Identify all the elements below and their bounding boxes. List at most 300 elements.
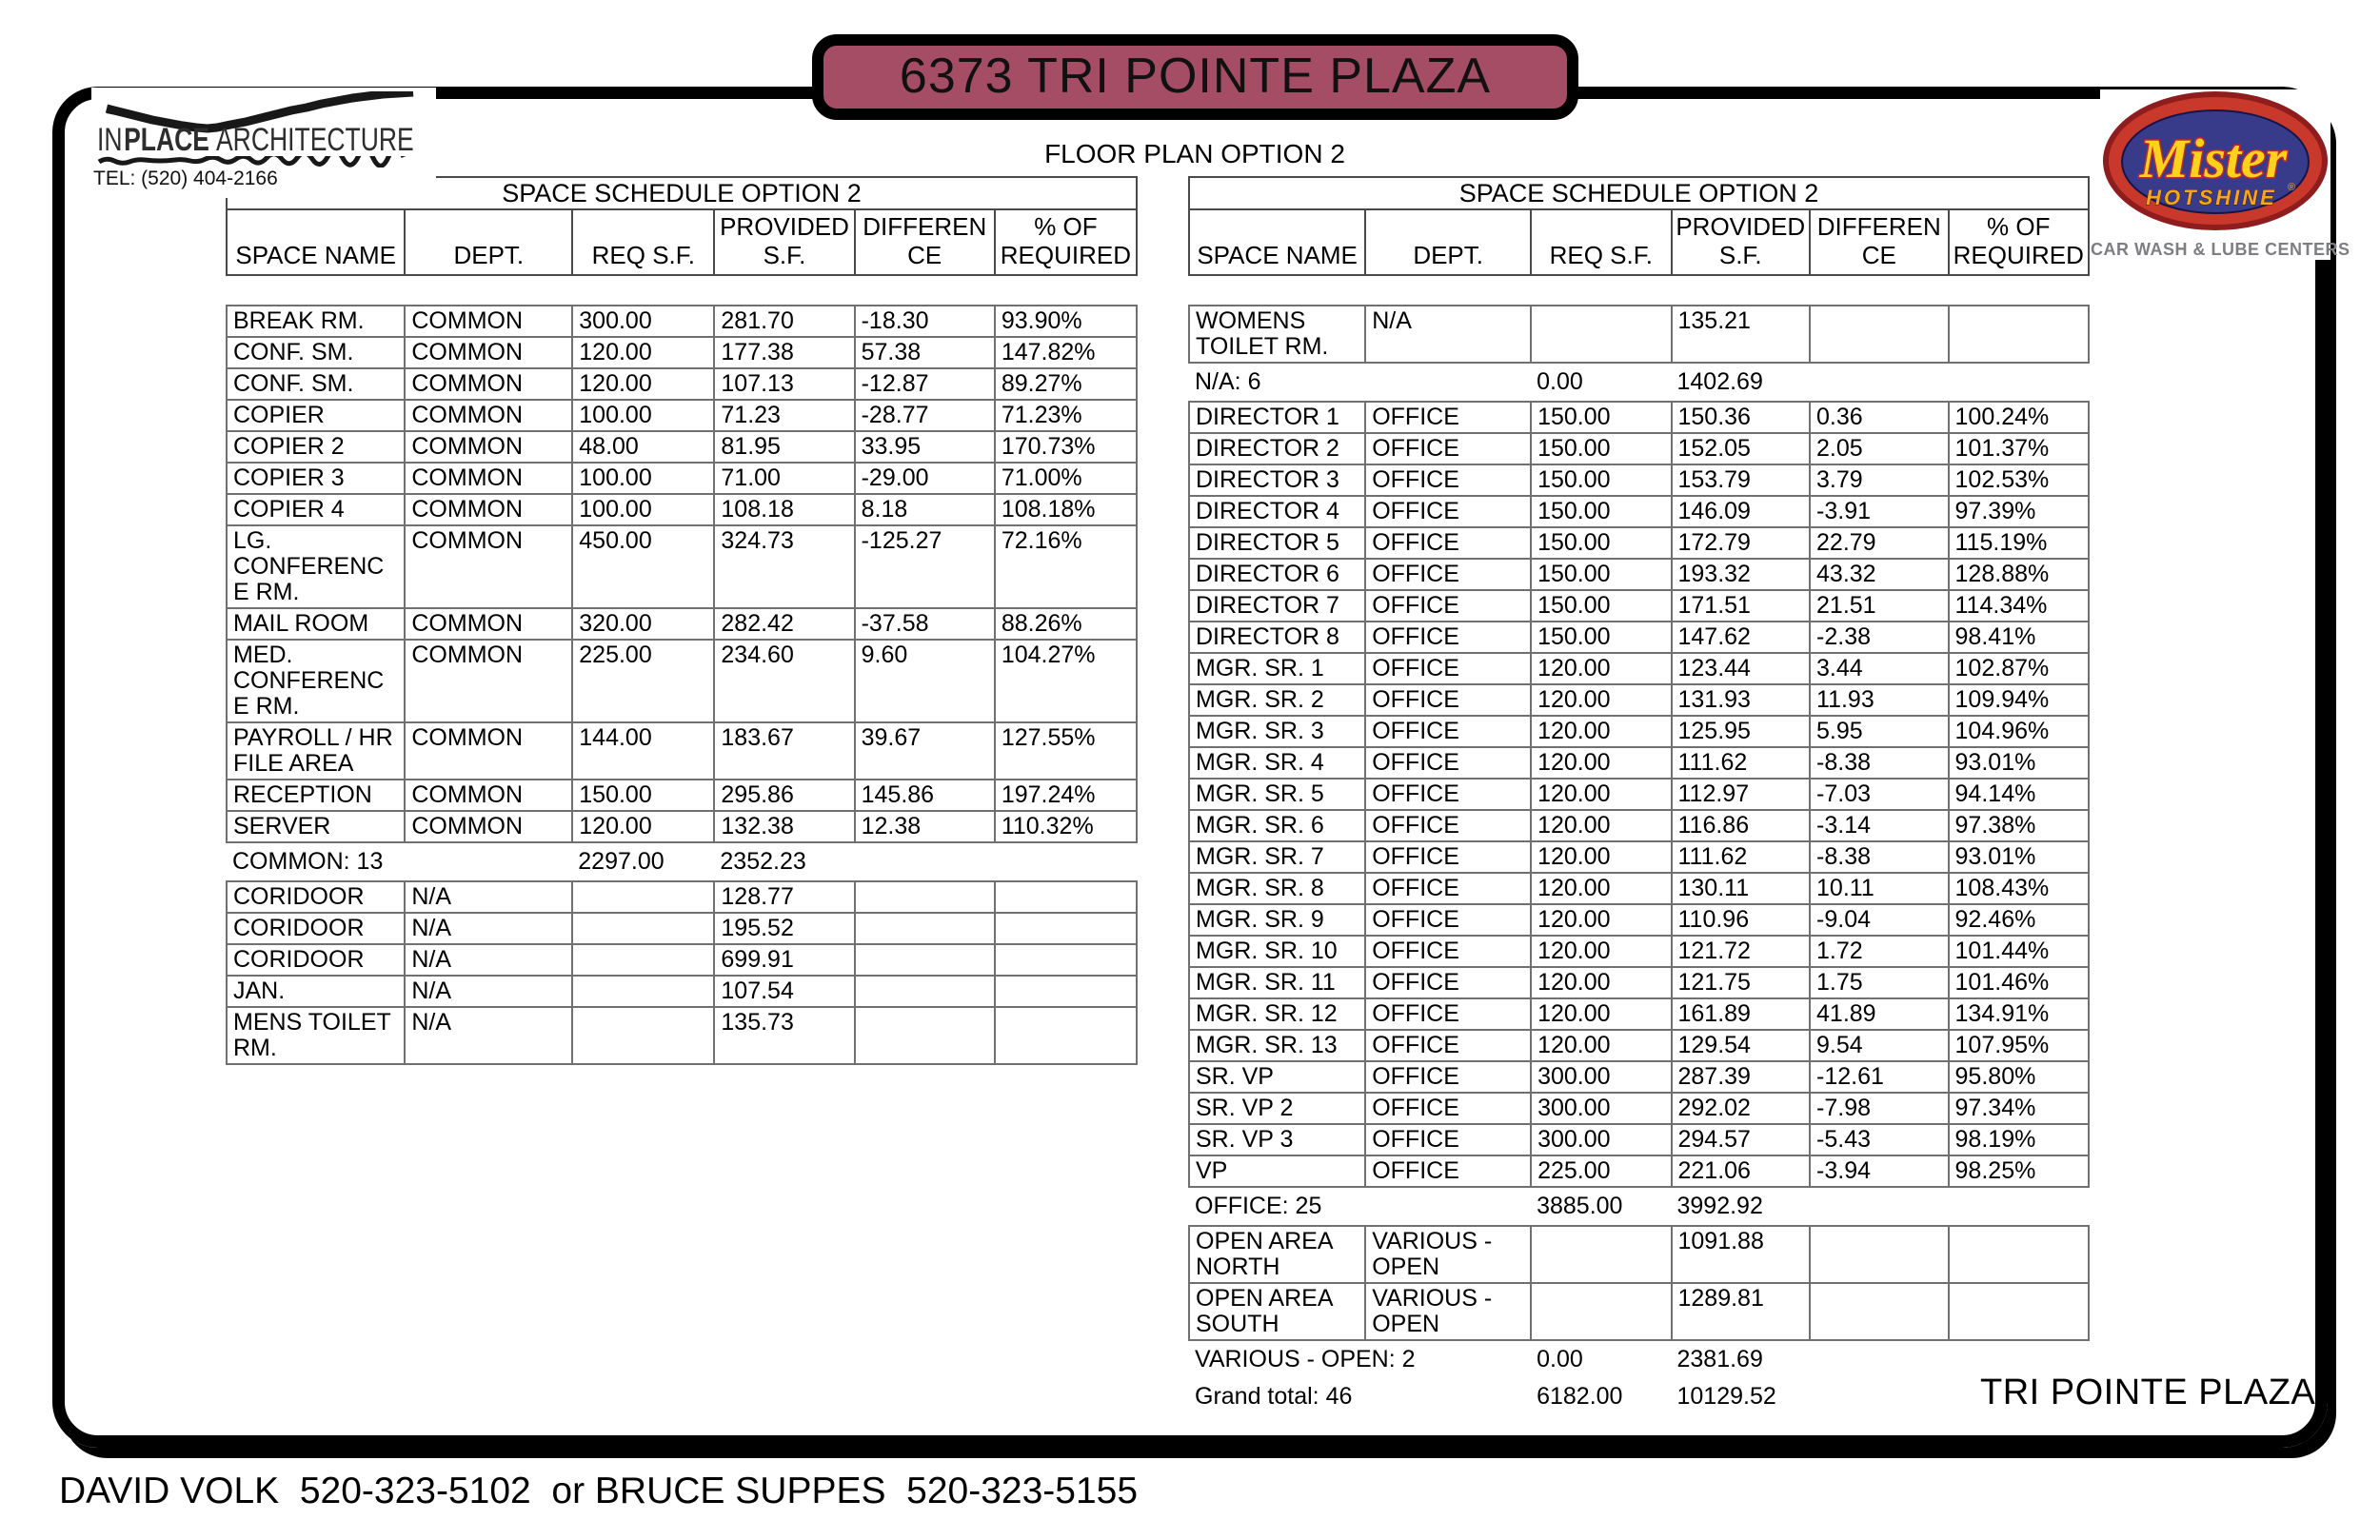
value-cell: 150.00: [1531, 464, 1671, 496]
value-cell: 3.79: [1810, 464, 1949, 496]
value-cell: N/A: [405, 1007, 572, 1064]
value-cell: 22.79: [1810, 527, 1949, 559]
value-cell: 33.95: [855, 431, 995, 463]
value-cell: 21.51: [1810, 590, 1949, 622]
column-header: DIFFERENCE: [855, 209, 995, 275]
value-cell: 97.34%: [1949, 1093, 2089, 1124]
value-cell: 41.89: [1810, 998, 1949, 1030]
space-name-cell: DIRECTOR 3: [1189, 464, 1365, 496]
value-cell: 134.91%: [1949, 998, 2089, 1030]
space-name-cell: SR. VP 2: [1189, 1093, 1365, 1124]
value-cell: 699.91: [714, 944, 854, 976]
value-cell: 234.60: [714, 640, 854, 722]
value-cell: 287.39: [1672, 1061, 1811, 1093]
subtotal-req-value: 2297.00: [578, 848, 664, 875]
value-cell: 135.73: [714, 1007, 854, 1064]
value-cell: 145.86: [855, 780, 995, 811]
value-cell: COMMON: [405, 780, 572, 811]
column-header: DIFFERENCE: [1810, 209, 1949, 275]
value-cell: OFFICE: [1365, 716, 1531, 747]
value-cell: 221.06: [1672, 1155, 1811, 1187]
column-header: % OF REQUIRED: [1949, 209, 2089, 275]
value-cell: -9.04: [1810, 904, 1949, 936]
value-cell: 150.00: [1531, 527, 1671, 559]
value-cell: 112.97: [1672, 779, 1811, 810]
value-cell: 111.62: [1672, 747, 1811, 779]
header-gap: [227, 275, 1137, 306]
contact-line: DAVID VOLK 520-323-5102 or BRUCE SUPPES 520-323-5155: [59, 1471, 1139, 1511]
space-name-cell: DIRECTOR 4: [1189, 496, 1365, 527]
value-cell: -3.94: [1810, 1155, 1949, 1187]
value-cell: OFFICE: [1365, 622, 1531, 653]
value-cell: OFFICE: [1365, 464, 1531, 496]
value-cell: 121.72: [1672, 936, 1811, 967]
value-cell: 95.80%: [1949, 1061, 2089, 1093]
space-name-cell: PAYROLL / HR FILE AREA: [227, 722, 405, 780]
value-cell: [572, 881, 714, 913]
architect-name-place: PLACE: [124, 122, 209, 158]
space-schedule-table-right: [1188, 176, 2090, 1415]
value-cell: OFFICE: [1365, 967, 1531, 998]
value-cell: OFFICE: [1365, 747, 1531, 779]
value-cell: [855, 1007, 995, 1064]
value-cell: 1289.81: [1672, 1283, 1811, 1340]
value-cell: 10.11: [1810, 873, 1949, 904]
value-cell: 120.00: [1531, 810, 1671, 841]
space-name-cell: DIRECTOR 2: [1189, 433, 1365, 464]
column-header: SPACE NAME: [1189, 209, 1365, 275]
value-cell: COMMON: [405, 811, 572, 842]
architect-name: [97, 122, 414, 159]
value-cell: COMMON: [405, 722, 572, 780]
value-cell: COMMON: [405, 608, 572, 640]
value-cell: 92.46%: [1949, 904, 2089, 936]
value-cell: 104.96%: [1949, 716, 2089, 747]
value-cell: 120.00: [572, 811, 714, 842]
value-cell: 150.00: [1531, 402, 1671, 433]
value-cell: 81.95: [714, 431, 854, 463]
header-gap: [1189, 275, 2089, 306]
value-cell: 1.72: [1810, 936, 1949, 967]
value-cell: 48.00: [572, 431, 714, 463]
value-cell: 120.00: [1531, 967, 1671, 998]
value-cell: 225.00: [1531, 1155, 1671, 1187]
value-cell: [1531, 1226, 1671, 1283]
value-cell: 116.86: [1672, 810, 1811, 841]
mister-hotshine-oval-icon: [2101, 89, 2330, 232]
value-cell: N/A: [405, 976, 572, 1007]
space-name-cell: MGR. SR. 7: [1189, 841, 1365, 873]
subtotal-label: N/A: 6: [1195, 368, 1261, 395]
value-cell: [572, 976, 714, 1007]
value-cell: 98.19%: [1949, 1124, 2089, 1155]
value-cell: [995, 944, 1137, 976]
value-cell: [572, 913, 714, 944]
space-name-cell: SERVER: [227, 811, 405, 842]
value-cell: 172.79: [1672, 527, 1811, 559]
value-cell: OFFICE: [1365, 873, 1531, 904]
space-name-cell: CORIDOOR: [227, 913, 405, 944]
subtotal-empty: [1949, 1187, 2089, 1226]
value-cell: 300.00: [572, 306, 714, 337]
value-cell: 11.93: [1810, 684, 1949, 716]
value-cell: -5.43: [1810, 1124, 1949, 1155]
value-cell: [572, 1007, 714, 1064]
subtotal-empty: [1810, 1340, 1949, 1378]
space-name-cell: BREAK RM.: [227, 306, 405, 337]
value-cell: OFFICE: [1365, 936, 1531, 967]
space-name-cell: COPIER 2: [227, 431, 405, 463]
value-cell: 109.94%: [1949, 684, 2089, 716]
value-cell: -28.77: [855, 400, 995, 431]
value-cell: 57.38: [855, 337, 995, 368]
space-name-cell: WOMENS TOILET RM.: [1189, 306, 1365, 363]
value-cell: 120.00: [1531, 779, 1671, 810]
subtotal-empty: [1949, 363, 2089, 402]
value-cell: 150.00: [572, 780, 714, 811]
value-cell: 170.73%: [995, 431, 1137, 463]
column-header: PROVIDED S.F.: [714, 209, 854, 275]
mister-hotshine-logo: [2091, 89, 2350, 260]
subtotal-empty: [1810, 363, 1949, 402]
value-cell: 130.11: [1672, 873, 1811, 904]
value-cell: 450.00: [572, 525, 714, 608]
value-cell: COMMON: [405, 400, 572, 431]
value-cell: OFFICE: [1365, 1124, 1531, 1155]
schedule-table: [226, 176, 1138, 1065]
value-cell: 114.34%: [1949, 590, 2089, 622]
space-name-cell: MGR. SR. 3: [1189, 716, 1365, 747]
space-name-cell: MED. CONFERENCE RM.: [227, 640, 405, 722]
value-cell: COMMON: [405, 306, 572, 337]
value-cell: 281.70: [714, 306, 854, 337]
value-cell: 120.00: [572, 337, 714, 368]
value-cell: OFFICE: [1365, 559, 1531, 590]
subtotal-provided-value: 2381.69: [1676, 1346, 1763, 1372]
subtotal-empty: [1810, 1378, 1949, 1415]
value-cell: 100.24%: [1949, 402, 2089, 433]
value-cell: 294.57: [1672, 1124, 1811, 1155]
value-cell: -3.91: [1810, 496, 1949, 527]
space-name-cell: MENS TOILET RM.: [227, 1007, 405, 1064]
space-schedule-table-left: [226, 176, 1138, 1065]
brand-tagline: CAR WASH & LUBE CENTERS: [2091, 240, 2350, 259]
title-banner: [812, 34, 1578, 120]
space-name-cell: MGR. SR. 5: [1189, 779, 1365, 810]
brand-name: Mister: [2139, 128, 2288, 189]
value-cell: 8.18: [855, 494, 995, 525]
value-cell: 300.00: [1531, 1061, 1671, 1093]
page-title: 6373 TRI POINTE PLAZA: [899, 49, 1492, 104]
column-header: PROVIDED S.F.: [1672, 209, 1811, 275]
value-cell: COMMON: [405, 640, 572, 722]
value-cell: 107.13: [714, 368, 854, 400]
value-cell: 71.00: [714, 463, 854, 494]
value-cell: 2.05: [1810, 433, 1949, 464]
value-cell: 171.51: [1672, 590, 1811, 622]
value-cell: COMMON: [405, 337, 572, 368]
subtotal-req-value: 0.00: [1537, 1346, 1583, 1372]
value-cell: 120.00: [1531, 653, 1671, 684]
value-cell: 89.27%: [995, 368, 1137, 400]
value-cell: [995, 881, 1137, 913]
schedule-table: [1188, 176, 2090, 1415]
value-cell: 177.38: [714, 337, 854, 368]
value-cell: 153.79: [1672, 464, 1811, 496]
value-cell: 9.54: [1810, 1030, 1949, 1061]
value-cell: [995, 976, 1137, 1007]
space-name-cell: MGR. SR. 1: [1189, 653, 1365, 684]
space-name-cell: MGR. SR. 6: [1189, 810, 1365, 841]
value-cell: 120.00: [1531, 998, 1671, 1030]
space-name-cell: MGR. SR. 9: [1189, 904, 1365, 936]
value-cell: 101.37%: [1949, 433, 2089, 464]
value-cell: OFFICE: [1365, 653, 1531, 684]
value-cell: 152.05: [1672, 433, 1811, 464]
value-cell: 320.00: [572, 608, 714, 640]
value-cell: OFFICE: [1365, 496, 1531, 527]
space-name-cell: DIRECTOR 6: [1189, 559, 1365, 590]
value-cell: 147.62: [1672, 622, 1811, 653]
value-cell: [572, 944, 714, 976]
value-cell: 104.27%: [995, 640, 1137, 722]
value-cell: 150.00: [1531, 496, 1671, 527]
value-cell: -18.30: [855, 306, 995, 337]
space-name-cell: MGR. SR. 8: [1189, 873, 1365, 904]
value-cell: 98.25%: [1949, 1155, 2089, 1187]
value-cell: [1810, 1226, 1949, 1283]
value-cell: -8.38: [1810, 747, 1949, 779]
value-cell: [1531, 1283, 1671, 1340]
value-cell: 94.14%: [1949, 779, 2089, 810]
subtotal-empty: [855, 842, 995, 881]
value-cell: COMMON: [405, 463, 572, 494]
table-title: SPACE SCHEDULE OPTION 2: [227, 177, 1137, 209]
value-cell: 128.77: [714, 881, 854, 913]
value-cell: 110.96: [1672, 904, 1811, 936]
value-cell: [1810, 1283, 1949, 1340]
value-cell: 93.01%: [1949, 841, 2089, 873]
value-cell: 1.75: [1810, 967, 1949, 998]
column-header: DEPT.: [1365, 209, 1531, 275]
value-cell: OFFICE: [1365, 1093, 1531, 1124]
subtotal-req-value: 3885.00: [1537, 1193, 1623, 1219]
value-cell: 108.18: [714, 494, 854, 525]
value-cell: 97.39%: [1949, 496, 2089, 527]
value-cell: 93.90%: [995, 306, 1137, 337]
subtotal-req-value: 6182.00: [1537, 1383, 1623, 1410]
value-cell: OFFICE: [1365, 998, 1531, 1030]
value-cell: 144.00: [572, 722, 714, 780]
value-cell: VARIOUS - OPEN: [1365, 1226, 1531, 1283]
value-cell: OFFICE: [1365, 402, 1531, 433]
value-cell: 161.89: [1672, 998, 1811, 1030]
value-cell: 132.38: [714, 811, 854, 842]
column-header: % OF REQUIRED: [995, 209, 1137, 275]
value-cell: 110.32%: [995, 811, 1137, 842]
value-cell: [1949, 1283, 2089, 1340]
value-cell: 71.23: [714, 400, 854, 431]
value-cell: 43.32: [1810, 559, 1949, 590]
value-cell: 150.00: [1531, 622, 1671, 653]
subtotal-provided-value: 3992.92: [1676, 1193, 1763, 1219]
value-cell: [855, 944, 995, 976]
value-cell: 193.32: [1672, 559, 1811, 590]
value-cell: OFFICE: [1365, 433, 1531, 464]
value-cell: [1949, 1226, 2089, 1283]
value-cell: [1949, 306, 2089, 363]
value-cell: 72.16%: [995, 525, 1137, 608]
value-cell: 101.46%: [1949, 967, 2089, 998]
space-name-cell: CORIDOOR: [227, 944, 405, 976]
space-name-cell: JAN.: [227, 976, 405, 1007]
value-cell: 71.00%: [995, 463, 1137, 494]
value-cell: 300.00: [1531, 1093, 1671, 1124]
value-cell: N/A: [405, 913, 572, 944]
value-cell: 150.36: [1672, 402, 1811, 433]
subtotal-label: VARIOUS - OPEN: 2: [1195, 1346, 1416, 1372]
value-cell: 107.54: [714, 976, 854, 1007]
value-cell: 120.00: [1531, 841, 1671, 873]
value-cell: OFFICE: [1365, 527, 1531, 559]
table-title: SPACE SCHEDULE OPTION 2: [1189, 177, 2089, 209]
architect-logo: [91, 88, 436, 198]
column-header: DEPT.: [405, 209, 572, 275]
value-cell: 108.18%: [995, 494, 1137, 525]
value-cell: OFFICE: [1365, 904, 1531, 936]
value-cell: 150.00: [1531, 559, 1671, 590]
project-label: TRI POINTE PLAZA: [1980, 1372, 2316, 1412]
value-cell: N/A: [1365, 306, 1531, 363]
value-cell: 100.00: [572, 463, 714, 494]
value-cell: 102.53%: [1949, 464, 2089, 496]
subtotal-provided-value: 2352.23: [720, 848, 806, 875]
value-cell: -12.61: [1810, 1061, 1949, 1093]
value-cell: 9.60: [855, 640, 995, 722]
value-cell: 0.36: [1810, 402, 1949, 433]
space-name-cell: DIRECTOR 8: [1189, 622, 1365, 653]
value-cell: 183.67: [714, 722, 854, 780]
value-cell: -2.38: [1810, 622, 1949, 653]
column-header: REQ S.F.: [572, 209, 714, 275]
space-name-cell: RECEPTION: [227, 780, 405, 811]
value-cell: [855, 881, 995, 913]
value-cell: 120.00: [572, 368, 714, 400]
value-cell: -29.00: [855, 463, 995, 494]
value-cell: 146.09: [1672, 496, 1811, 527]
space-name-cell: SR. VP 3: [1189, 1124, 1365, 1155]
value-cell: 135.21: [1672, 306, 1811, 363]
architect-phone: TEL: (520) 404-2166: [93, 168, 278, 189]
value-cell: 150.00: [1531, 433, 1671, 464]
value-cell: N/A: [405, 944, 572, 976]
space-name-cell: MGR. SR. 4: [1189, 747, 1365, 779]
value-cell: 150.00: [1531, 590, 1671, 622]
value-cell: [855, 976, 995, 1007]
space-name-cell: OPEN AREA SOUTH: [1189, 1283, 1365, 1340]
value-cell: OFFICE: [1365, 779, 1531, 810]
value-cell: 108.43%: [1949, 873, 2089, 904]
space-name-cell: SR. VP: [1189, 1061, 1365, 1093]
value-cell: [1531, 306, 1671, 363]
space-name-cell: COPIER 3: [227, 463, 405, 494]
space-name-cell: LG. CONFERENCE RM.: [227, 525, 405, 608]
logo-underline-icon: [97, 156, 411, 168]
value-cell: VARIOUS - OPEN: [1365, 1283, 1531, 1340]
value-cell: -3.14: [1810, 810, 1949, 841]
architect-name-in: IN: [97, 122, 123, 158]
subtotal-label: Grand total: 46: [1195, 1383, 1353, 1410]
value-cell: 97.38%: [1949, 810, 2089, 841]
value-cell: -37.58: [855, 608, 995, 640]
value-cell: 324.73: [714, 525, 854, 608]
value-cell: 120.00: [1531, 1030, 1671, 1061]
value-cell: 120.00: [1531, 684, 1671, 716]
value-cell: 129.54: [1672, 1030, 1811, 1061]
value-cell: -125.27: [855, 525, 995, 608]
space-name-cell: DIRECTOR 1: [1189, 402, 1365, 433]
value-cell: 225.00: [572, 640, 714, 722]
space-name-cell: MGR. SR. 10: [1189, 936, 1365, 967]
value-cell: 93.01%: [1949, 747, 2089, 779]
space-name-cell: COPIER: [227, 400, 405, 431]
value-cell: OFFICE: [1365, 684, 1531, 716]
value-cell: 101.44%: [1949, 936, 2089, 967]
space-name-cell: MGR. SR. 12: [1189, 998, 1365, 1030]
space-name-cell: MGR. SR. 13: [1189, 1030, 1365, 1061]
value-cell: -12.87: [855, 368, 995, 400]
value-cell: 120.00: [1531, 716, 1671, 747]
value-cell: 115.19%: [1949, 527, 2089, 559]
value-cell: 125.95: [1672, 716, 1811, 747]
space-name-cell: OPEN AREA NORTH: [1189, 1226, 1365, 1283]
value-cell: 120.00: [1531, 904, 1671, 936]
value-cell: 107.95%: [1949, 1030, 2089, 1061]
subtotal-empty: [1810, 1187, 1949, 1226]
value-cell: 131.93: [1672, 684, 1811, 716]
value-cell: 3.44: [1810, 653, 1949, 684]
value-cell: 5.95: [1810, 716, 1949, 747]
subtotal-req-value: 0.00: [1537, 368, 1583, 395]
value-cell: OFFICE: [1365, 1030, 1531, 1061]
value-cell: OFFICE: [1365, 1155, 1531, 1187]
subtotal-empty: [995, 842, 1137, 881]
value-cell: 127.55%: [995, 722, 1137, 780]
space-name-cell: VP: [1189, 1155, 1365, 1187]
space-name-cell: MGR. SR. 2: [1189, 684, 1365, 716]
value-cell: 197.24%: [995, 780, 1137, 811]
value-cell: COMMON: [405, 431, 572, 463]
registered-mark: ®: [2288, 182, 2296, 193]
value-cell: COMMON: [405, 368, 572, 400]
value-cell: 121.75: [1672, 967, 1811, 998]
space-name-cell: DIRECTOR 5: [1189, 527, 1365, 559]
space-name-cell: CONF. SM.: [227, 368, 405, 400]
value-cell: 300.00: [1531, 1124, 1671, 1155]
value-cell: -8.38: [1810, 841, 1949, 873]
value-cell: N/A: [405, 881, 572, 913]
space-name-cell: MGR. SR. 11: [1189, 967, 1365, 998]
value-cell: 292.02: [1672, 1093, 1811, 1124]
value-cell: 88.26%: [995, 608, 1137, 640]
subtotal-label: OFFICE: 25: [1195, 1193, 1322, 1219]
subtotal-label: COMMON: 13: [232, 848, 384, 875]
value-cell: [995, 913, 1137, 944]
value-cell: OFFICE: [1365, 841, 1531, 873]
value-cell: [1810, 306, 1949, 363]
value-cell: 120.00: [1531, 936, 1671, 967]
column-header: SPACE NAME: [227, 209, 405, 275]
